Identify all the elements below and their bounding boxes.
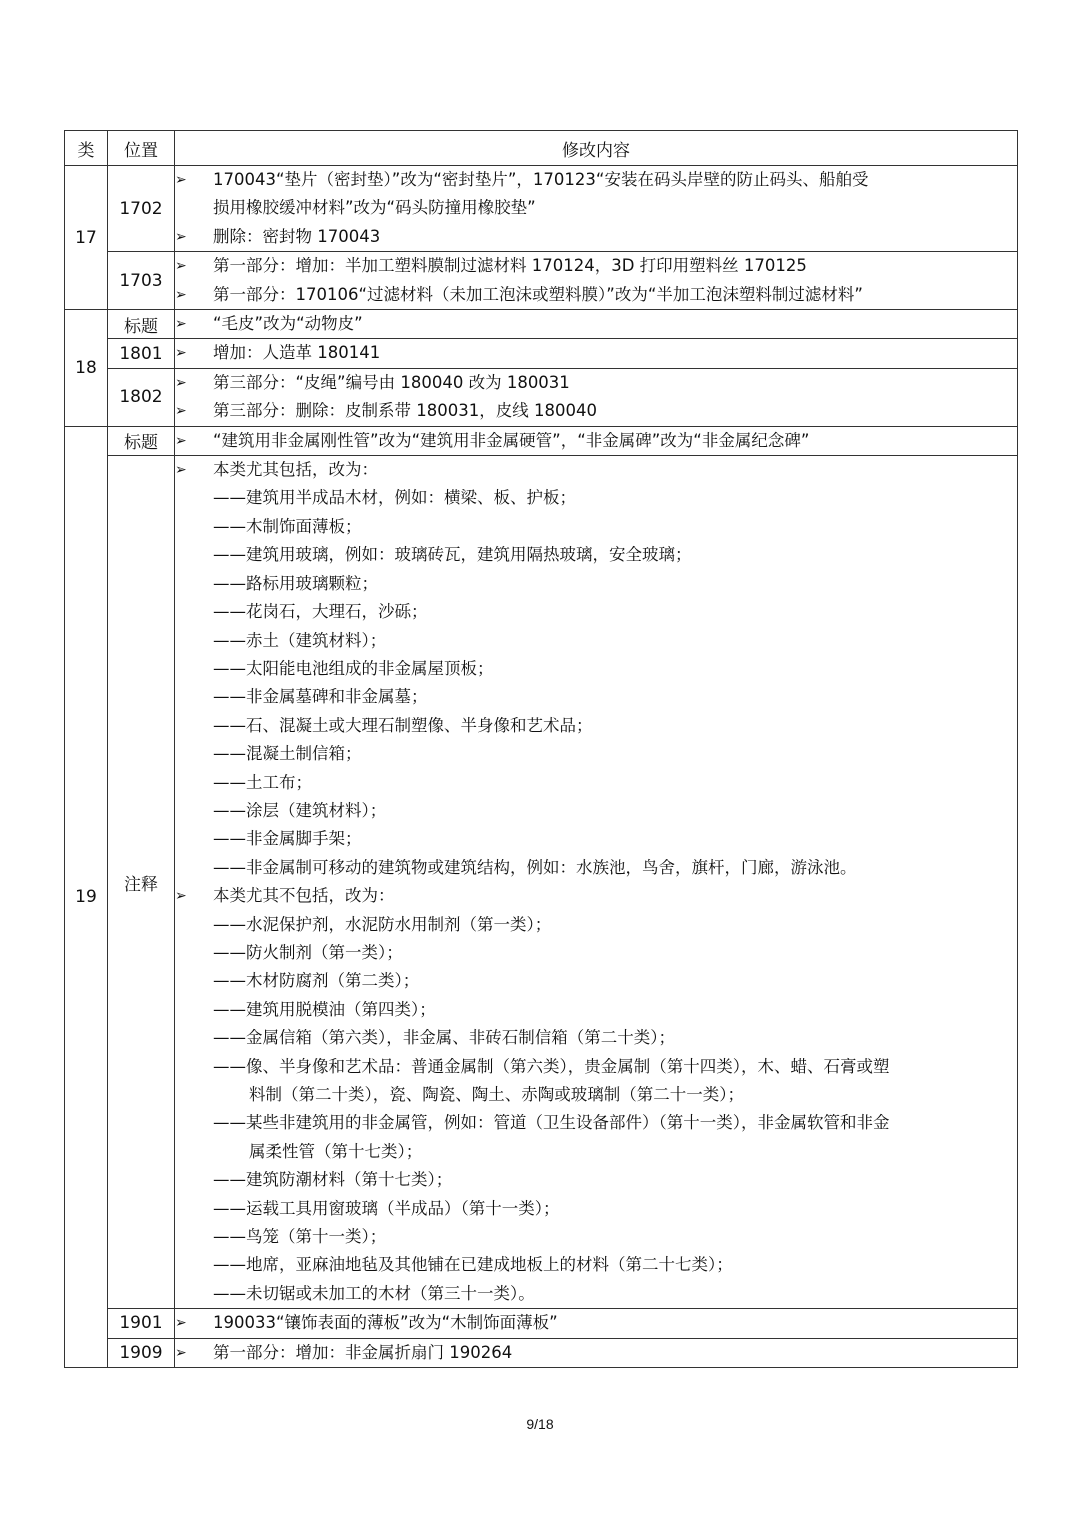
list-item: ——木材防腐剂（第二类）；	[213, 971, 420, 991]
position-cell: 1901	[108, 1309, 175, 1338]
table-row	[65, 252, 1018, 310]
list-item: ——涂层（建筑材料）；	[213, 800, 387, 820]
content-cell: ➢ 增加：人造革 180141	[175, 339, 1018, 368]
bullet-arrow-icon: ➢	[175, 286, 187, 303]
position-cell: 1801	[108, 339, 175, 368]
list-item: ——某些非建筑用的非金属管，例如：管道（卫生设备部件）（第十一类），非金属软管和非金	[213, 1113, 890, 1133]
position-cell: 注释	[108, 456, 175, 1309]
list-item: ——鸟笼（第十一类）；	[213, 1227, 387, 1247]
position-cell: 1702	[108, 166, 175, 252]
amendment-table	[64, 130, 1018, 1368]
list-item: ——金属信箱（第六类），非金属、非砖石制信箱（第二十类）；	[213, 1028, 675, 1048]
position-cell: 1909	[108, 1338, 175, 1367]
list-item: ——地席，亚麻油地毡及其他铺在已建成地板上的材料（第二十七类）；	[213, 1255, 733, 1275]
bullet-arrow-icon: ➢	[175, 258, 187, 275]
notes-content-cell: ➢ 本类尤其包括，改为： ——建筑用半成品木材，例如：横梁、板、护板； ——木制饰面薄板； ——建筑用玻璃，例如：玻璃砖瓦，建筑用隔热玻璃，安全玻璃； ——路标用玻璃颗粒； ——花岗石，大理石，沙砾； ——赤土（建筑材料）； ——太阳能电池组成的非金属屋顶板； ——非金属墓碑和非金属墓； ——石、混凝土或大理石制塑像、半身像和艺术品； ——混凝土制信箱； ——土工布； ——涂层（建筑材料）； ——非金属脚手架； ——非金属制可移动的建筑物或建筑结构，例如：水族池，鸟舍，旗杆，门廊，游泳池。 ➢ 本类尤其不包括，改为： ——水泥保护剂，水泥防水用制剂（第一类）； ——防火制剂（第一类）； ——木材防腐剂（第二类）； ——建筑用脱模油（第四类）； ——金属信箱（第六类），非金属、非砖石制信箱（第二十类）； ——像、半身像和艺术品：普通金属制（第六类），贵金属制（第十四类），木、蜡、石膏或塑 料制（第二十类），瓷、陶瓷、陶土、赤陶或玻璃制（第二十一类）； ——某些非建筑用的非金属管，例如：管道（卫生设备部件）（第十一类），非金属软管和非金 属柔性管（第十七类）； ——建筑防潮材料（第十七类）； ——运载工具用窗玻璃（半成品）（第十一类）； ——鸟笼（第十一类）； ——地席，亚麻油地毡及其他铺在已建成地板上的材料（第二十七类）； ——未切锯或未加工的木材（第三十一类）。	[175, 456, 1018, 1309]
bullet-arrow-icon: ➢	[175, 316, 187, 333]
table-row	[65, 310, 1018, 339]
content-cell: ➢ 190033“镶饰表面的薄板”改为“木制饰面薄板”	[175, 1309, 1018, 1338]
class-cell-19: 19	[65, 426, 108, 1367]
list-item: ——运载工具用窗玻璃（半成品）（第十一类）；	[213, 1198, 560, 1218]
bullet-arrow-icon: ➢	[175, 228, 187, 245]
list-item: ——非金属制可移动的建筑物或建筑结构，例如：水族池，鸟舍，旗杆，门廊，游泳池。	[213, 857, 857, 877]
list-item: ——非金属脚手架；	[213, 829, 362, 849]
table-row	[65, 1309, 1018, 1338]
bullet-arrow-icon: ➢	[175, 432, 187, 449]
content-cell: ➢ 170043“垫片（密封垫）”改为“密封垫片”，170123“安装在码头岸壁的防止码头、船舶受 损用橡胶缓冲材料”改为“码头防撞用橡胶垫” ➢ 删除：密封物 170043	[175, 166, 1018, 252]
table-header-row	[65, 131, 1018, 166]
list-item: ——建筑用玻璃，例如：玻璃砖瓦，建筑用隔热玻璃，安全玻璃；	[213, 545, 692, 565]
list-item: ——未切锯或未加工的木材（第三十一类）。	[213, 1283, 535, 1303]
bullet-arrow-icon: ➢	[175, 345, 187, 362]
list-item: ——混凝土制信箱；	[213, 744, 362, 764]
class-cell-18: 18	[65, 310, 108, 427]
bullet-arrow-icon: ➢	[175, 888, 187, 905]
position-cell: 标题	[108, 426, 175, 455]
list-item: ——石、混凝土或大理石制塑像、半身像和艺术品；	[213, 715, 593, 735]
bullet-arrow-icon: ➢	[175, 1344, 187, 1361]
bullet-arrow-icon: ➢	[175, 403, 187, 420]
list-item: ——非金属墓碑和非金属墓；	[213, 687, 428, 707]
position-cell: 标题	[108, 310, 175, 339]
list-item-continuation: 属柔性管（第十七类）；	[249, 1141, 423, 1161]
list-item: ——建筑防潮材料（第十七类）；	[213, 1170, 453, 1190]
list-item: ——花岗石，大理石，沙砾；	[213, 602, 428, 622]
content-cell: ➢ “毛皮”改为“动物皮”	[175, 310, 1018, 339]
class-cell-17: 17	[65, 166, 108, 310]
includes-list	[175, 484, 1017, 882]
list-item: ——建筑用半成品木材，例如：横梁、板、护板；	[213, 488, 576, 508]
list-item: ——土工布；	[213, 772, 312, 792]
table-row	[65, 339, 1018, 368]
table-row	[65, 166, 1018, 252]
list-item-continuation: 料制（第二十类），瓷、陶瓷、陶土、赤陶或玻璃制（第二十一类）；	[249, 1085, 744, 1104]
list-item: ——水泥保护剂，水泥防水用制剂（第一类）；	[213, 914, 552, 934]
page-number: 9/18	[526, 1416, 554, 1432]
list-item: ——赤土（建筑材料）；	[213, 630, 387, 650]
bullet-arrow-icon: ➢	[175, 462, 187, 479]
list-item: ——木制饰面薄板；	[213, 516, 362, 536]
position-cell: 1802	[108, 368, 175, 426]
bullet-arrow-icon: ➢	[175, 172, 187, 188]
list-item: ——建筑用脱模油（第四类）；	[213, 999, 436, 1019]
header-position: 位置	[108, 131, 175, 166]
excludes-list	[175, 911, 1017, 1309]
list-item: ——路标用玻璃颗粒；	[213, 573, 378, 593]
content-cell: ➢ 第三部分：“皮绳”编号由 180040 改为 180031 ➢ 第三部分：删除：皮制系带 180031，皮线 180040	[175, 368, 1018, 426]
position-cell: 1703	[108, 252, 175, 310]
content-cell: ➢ 第一部分：增加：半加工塑料膜制过滤材料 170124，3D 打印用塑料丝 170125 ➢ 第一部分：170106“过滤材料（未加工泡沫或塑料膜）”改为“半加工泡沫塑料制过滤材料”	[175, 252, 1018, 310]
table-row	[65, 1338, 1018, 1367]
list-item: ——防火制剂（第一类）；	[213, 942, 403, 962]
list-item: ——像、半身像和艺术品：普通金属制（第六类），贵金属制（第十四类），木、蜡、石膏或塑	[213, 1056, 890, 1076]
table-row	[65, 426, 1018, 455]
header-content: 修改内容	[175, 131, 1018, 166]
content-cell: ➢ 第一部分：增加：非金属折扇门 190264	[175, 1338, 1018, 1367]
bullet-arrow-icon: ➢	[175, 1315, 187, 1332]
content-cell: ➢ “建筑用非金属刚性管”改为“建筑用非金属硬管”，“非金属碑”改为“非金属纪念碑”	[175, 426, 1018, 455]
table-row	[65, 456, 1018, 1309]
table-row	[65, 368, 1018, 426]
header-class: 类	[65, 131, 108, 166]
list-item: ——太阳能电池组成的非金属屋顶板；	[213, 658, 494, 678]
bullet-arrow-icon: ➢	[175, 374, 187, 391]
